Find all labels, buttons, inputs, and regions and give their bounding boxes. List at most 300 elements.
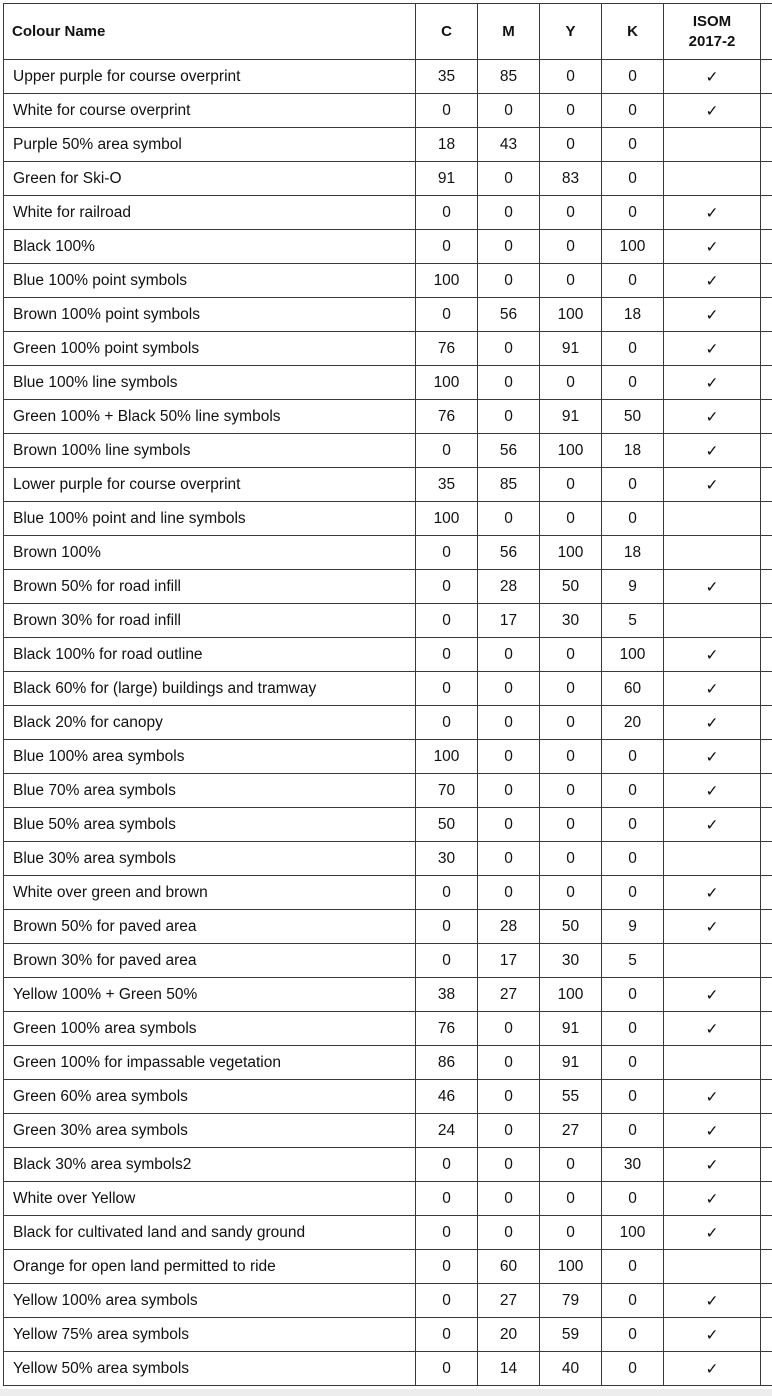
table-row xyxy=(4,808,772,842)
isom-cell xyxy=(664,230,761,264)
table-row xyxy=(4,196,772,230)
c-value-cell: 35 xyxy=(416,468,478,502)
y-value-cell: 91 xyxy=(540,1012,602,1046)
isom-cell xyxy=(664,1182,761,1216)
table-row xyxy=(4,60,772,94)
k-value-cell: 0 xyxy=(602,1318,664,1352)
k-value-cell: 0 xyxy=(602,468,664,502)
checkmark-icon: ✓ xyxy=(705,781,719,800)
c-value-cell: 0 xyxy=(416,604,478,638)
colour-name-cell: White for railroad xyxy=(4,196,416,230)
extra-cell xyxy=(761,536,772,570)
m-value-cell: 27 xyxy=(478,978,540,1012)
table-row xyxy=(4,94,772,128)
isom-cell xyxy=(664,570,761,604)
colour-name-cell: Brown 100% point symbols xyxy=(4,298,416,332)
colour-name-cell: Yellow 100% area symbols xyxy=(4,1284,416,1318)
m-value-cell: 0 xyxy=(478,808,540,842)
c-value-cell: 0 xyxy=(416,1148,478,1182)
checkmark-icon: ✓ xyxy=(705,645,719,664)
isom-cell xyxy=(664,468,761,502)
isom-cell xyxy=(664,1284,761,1318)
c-value-cell: 0 xyxy=(416,230,478,264)
colour-name-cell: Yellow 75% area symbols xyxy=(4,1318,416,1352)
colour-name-cell: Blue 100% point symbols xyxy=(4,264,416,298)
k-value-cell: 60 xyxy=(602,672,664,706)
extra-cell xyxy=(761,128,772,162)
table-row xyxy=(4,1012,772,1046)
colour-name-cell: Brown 100% line symbols xyxy=(4,434,416,468)
y-value-cell: 0 xyxy=(540,876,602,910)
c-value-cell: 100 xyxy=(416,740,478,774)
y-value-cell: 0 xyxy=(540,808,602,842)
m-value-cell: 60 xyxy=(478,1250,540,1284)
isom-cell xyxy=(664,536,761,570)
isom-cell xyxy=(664,298,761,332)
table-row xyxy=(4,672,772,706)
isom-cell xyxy=(664,264,761,298)
checkmark-icon: ✓ xyxy=(705,237,719,256)
c-value-cell: 91 xyxy=(416,162,478,196)
table-row xyxy=(4,944,772,978)
m-value-cell: 0 xyxy=(478,400,540,434)
c-value-cell: 76 xyxy=(416,400,478,434)
c-value-cell: 0 xyxy=(416,1284,478,1318)
m-value-cell: 27 xyxy=(478,1284,540,1318)
checkmark-icon: ✓ xyxy=(705,67,719,86)
y-value-cell: 100 xyxy=(540,434,602,468)
colour-name-cell: Lower purple for course overprint xyxy=(4,468,416,502)
c-value-cell: 0 xyxy=(416,570,478,604)
isom-cell xyxy=(664,842,761,876)
colour-table xyxy=(3,3,772,1386)
checkmark-icon: ✓ xyxy=(705,1325,719,1344)
colour-name-cell: Blue 100% point and line symbols xyxy=(4,502,416,536)
table-row xyxy=(4,400,772,434)
k-value-cell: 0 xyxy=(602,60,664,94)
c-value-cell: 0 xyxy=(416,944,478,978)
table-row xyxy=(4,1250,772,1284)
table-row xyxy=(4,706,772,740)
c-value-cell: 0 xyxy=(416,1250,478,1284)
k-value-cell: 0 xyxy=(602,1080,664,1114)
m-value-cell: 14 xyxy=(478,1352,540,1386)
m-value-cell: 0 xyxy=(478,94,540,128)
bottom-band xyxy=(0,1389,772,1396)
k-value-cell: 5 xyxy=(602,604,664,638)
k-value-cell: 0 xyxy=(602,502,664,536)
y-value-cell: 0 xyxy=(540,196,602,230)
c-value-cell: 0 xyxy=(416,1182,478,1216)
header-k: K xyxy=(602,4,664,60)
m-value-cell: 0 xyxy=(478,740,540,774)
colour-name-cell: Green 30% area symbols xyxy=(4,1114,416,1148)
m-value-cell: 0 xyxy=(478,1080,540,1114)
extra-cell xyxy=(761,978,772,1012)
extra-cell xyxy=(761,1216,772,1250)
extra-cell xyxy=(761,1284,772,1318)
m-value-cell: 17 xyxy=(478,604,540,638)
y-value-cell: 0 xyxy=(540,672,602,706)
k-value-cell: 0 xyxy=(602,128,664,162)
k-value-cell: 0 xyxy=(602,1114,664,1148)
y-value-cell: 0 xyxy=(540,638,602,672)
header-row xyxy=(4,4,772,60)
extra-cell xyxy=(761,502,772,536)
m-value-cell: 0 xyxy=(478,1114,540,1148)
isom-cell xyxy=(664,162,761,196)
extra-cell xyxy=(761,400,772,434)
checkmark-icon: ✓ xyxy=(705,679,719,698)
header-m: M xyxy=(478,4,540,60)
table-row xyxy=(4,332,772,366)
isom-cell xyxy=(664,366,761,400)
m-value-cell: 56 xyxy=(478,434,540,468)
table-row xyxy=(4,230,772,264)
colour-name-cell: Blue 50% area symbols xyxy=(4,808,416,842)
table-row xyxy=(4,264,772,298)
c-value-cell: 100 xyxy=(416,366,478,400)
header-isom-line1: ISOM xyxy=(692,12,732,30)
isom-cell xyxy=(664,434,761,468)
colour-name-cell: White over Yellow xyxy=(4,1182,416,1216)
checkmark-icon: ✓ xyxy=(705,815,719,834)
extra-cell xyxy=(761,332,772,366)
colour-name-cell: White for course overprint xyxy=(4,94,416,128)
isom-cell xyxy=(664,978,761,1012)
y-value-cell: 0 xyxy=(540,60,602,94)
k-value-cell: 0 xyxy=(602,1182,664,1216)
extra-cell xyxy=(761,230,772,264)
table-row xyxy=(4,502,772,536)
k-value-cell: 0 xyxy=(602,978,664,1012)
checkmark-icon: ✓ xyxy=(705,1019,719,1038)
header-c: C xyxy=(416,4,478,60)
c-value-cell: 0 xyxy=(416,298,478,332)
k-value-cell: 0 xyxy=(602,196,664,230)
table-row xyxy=(4,162,772,196)
header-colour-name: Colour Name xyxy=(4,4,416,60)
isom-cell xyxy=(664,672,761,706)
y-value-cell: 0 xyxy=(540,502,602,536)
y-value-cell: 100 xyxy=(540,1250,602,1284)
m-value-cell: 0 xyxy=(478,332,540,366)
isom-cell xyxy=(664,94,761,128)
colour-name-cell: Blue 70% area symbols xyxy=(4,774,416,808)
isom-cell xyxy=(664,604,761,638)
y-value-cell: 30 xyxy=(540,604,602,638)
k-value-cell: 0 xyxy=(602,1352,664,1386)
y-value-cell: 50 xyxy=(540,910,602,944)
checkmark-icon: ✓ xyxy=(705,305,719,324)
extra-cell xyxy=(761,808,772,842)
y-value-cell: 83 xyxy=(540,162,602,196)
m-value-cell: 0 xyxy=(478,230,540,264)
c-value-cell: 0 xyxy=(416,536,478,570)
checkmark-icon: ✓ xyxy=(705,339,719,358)
m-value-cell: 17 xyxy=(478,944,540,978)
isom-cell xyxy=(664,1352,761,1386)
y-value-cell: 91 xyxy=(540,1046,602,1080)
table-row xyxy=(4,298,772,332)
m-value-cell: 0 xyxy=(478,1216,540,1250)
k-value-cell: 0 xyxy=(602,808,664,842)
y-value-cell: 0 xyxy=(540,264,602,298)
isom-cell xyxy=(664,196,761,230)
colour-name-cell: Blue 100% area symbols xyxy=(4,740,416,774)
m-value-cell: 0 xyxy=(478,1148,540,1182)
c-value-cell: 38 xyxy=(416,978,478,1012)
m-value-cell: 0 xyxy=(478,842,540,876)
extra-cell xyxy=(761,468,772,502)
isom-cell xyxy=(664,808,761,842)
extra-cell xyxy=(761,162,772,196)
m-value-cell: 56 xyxy=(478,536,540,570)
table-row xyxy=(4,1148,772,1182)
table-row xyxy=(4,638,772,672)
table-body xyxy=(4,60,772,1386)
isom-cell xyxy=(664,1250,761,1284)
m-value-cell: 0 xyxy=(478,638,540,672)
y-value-cell: 100 xyxy=(540,536,602,570)
k-value-cell: 0 xyxy=(602,366,664,400)
y-value-cell: 0 xyxy=(540,94,602,128)
c-value-cell: 0 xyxy=(416,196,478,230)
isom-cell xyxy=(664,1080,761,1114)
checkmark-icon: ✓ xyxy=(705,747,719,766)
extra-cell xyxy=(761,1352,772,1386)
extra-cell xyxy=(761,1114,772,1148)
extra-cell xyxy=(761,60,772,94)
table-row xyxy=(4,978,772,1012)
m-value-cell: 0 xyxy=(478,1182,540,1216)
k-value-cell: 18 xyxy=(602,536,664,570)
k-value-cell: 0 xyxy=(602,162,664,196)
y-value-cell: 0 xyxy=(540,128,602,162)
isom-cell xyxy=(664,944,761,978)
isom-cell xyxy=(664,1148,761,1182)
y-value-cell: 91 xyxy=(540,332,602,366)
c-value-cell: 0 xyxy=(416,638,478,672)
header-isom-line2: 2017-2 xyxy=(688,32,736,50)
isom-cell xyxy=(664,910,761,944)
checkmark-icon: ✓ xyxy=(705,1359,719,1378)
m-value-cell: 20 xyxy=(478,1318,540,1352)
y-value-cell: 0 xyxy=(540,706,602,740)
checkmark-icon: ✓ xyxy=(705,101,719,120)
c-value-cell: 24 xyxy=(416,1114,478,1148)
y-value-cell: 0 xyxy=(540,842,602,876)
extra-cell xyxy=(761,842,772,876)
k-value-cell: 9 xyxy=(602,910,664,944)
table-row xyxy=(4,842,772,876)
colour-name-cell: Brown 30% for road infill xyxy=(4,604,416,638)
y-value-cell: 30 xyxy=(540,944,602,978)
extra-cell xyxy=(761,604,772,638)
colour-name-cell: Orange for open land permitted to ride xyxy=(4,1250,416,1284)
c-value-cell: 100 xyxy=(416,502,478,536)
checkmark-icon: ✓ xyxy=(705,1223,719,1242)
checkmark-icon: ✓ xyxy=(705,883,719,902)
isom-cell xyxy=(664,1012,761,1046)
isom-cell xyxy=(664,1046,761,1080)
k-value-cell: 5 xyxy=(602,944,664,978)
k-value-cell: 9 xyxy=(602,570,664,604)
table-row xyxy=(4,1318,772,1352)
isom-cell xyxy=(664,60,761,94)
checkmark-icon: ✓ xyxy=(705,407,719,426)
checkmark-icon: ✓ xyxy=(705,1155,719,1174)
colour-name-cell: White over green and brown xyxy=(4,876,416,910)
c-value-cell: 18 xyxy=(416,128,478,162)
table-row xyxy=(4,1114,772,1148)
k-value-cell: 0 xyxy=(602,876,664,910)
extra-cell xyxy=(761,774,772,808)
extra-cell xyxy=(761,638,772,672)
y-value-cell: 0 xyxy=(540,740,602,774)
extra-cell xyxy=(761,298,772,332)
colour-name-cell: Brown 30% for paved area xyxy=(4,944,416,978)
c-value-cell: 0 xyxy=(416,910,478,944)
m-value-cell: 0 xyxy=(478,774,540,808)
table-row xyxy=(4,1352,772,1386)
k-value-cell: 0 xyxy=(602,264,664,298)
y-value-cell: 0 xyxy=(540,366,602,400)
c-value-cell: 100 xyxy=(416,264,478,298)
y-value-cell: 40 xyxy=(540,1352,602,1386)
extra-cell xyxy=(761,94,772,128)
c-value-cell: 30 xyxy=(416,842,478,876)
table-row xyxy=(4,1216,772,1250)
extra-cell xyxy=(761,366,772,400)
c-value-cell: 0 xyxy=(416,1352,478,1386)
colour-name-cell: Black 100% xyxy=(4,230,416,264)
k-value-cell: 0 xyxy=(602,94,664,128)
k-value-cell: 0 xyxy=(602,842,664,876)
colour-name-cell: Purple 50% area symbol xyxy=(4,128,416,162)
k-value-cell: 0 xyxy=(602,1046,664,1080)
c-value-cell: 0 xyxy=(416,672,478,706)
table-row xyxy=(4,536,772,570)
k-value-cell: 100 xyxy=(602,230,664,264)
isom-cell xyxy=(664,128,761,162)
k-value-cell: 0 xyxy=(602,332,664,366)
k-value-cell: 100 xyxy=(602,1216,664,1250)
table-row xyxy=(4,468,772,502)
m-value-cell: 85 xyxy=(478,468,540,502)
y-value-cell: 0 xyxy=(540,774,602,808)
header-isom xyxy=(664,4,761,60)
checkmark-icon: ✓ xyxy=(705,1291,719,1310)
y-value-cell: 91 xyxy=(540,400,602,434)
k-value-cell: 0 xyxy=(602,740,664,774)
k-value-cell: 18 xyxy=(602,298,664,332)
colour-name-cell: Upper purple for course overprint xyxy=(4,60,416,94)
k-value-cell: 0 xyxy=(602,774,664,808)
m-value-cell: 43 xyxy=(478,128,540,162)
c-value-cell: 50 xyxy=(416,808,478,842)
c-value-cell: 76 xyxy=(416,332,478,366)
table-row xyxy=(4,1182,772,1216)
m-value-cell: 0 xyxy=(478,502,540,536)
k-value-cell: 20 xyxy=(602,706,664,740)
isom-cell xyxy=(664,400,761,434)
c-value-cell: 46 xyxy=(416,1080,478,1114)
header-extra-column xyxy=(761,4,772,60)
isom-cell xyxy=(664,706,761,740)
colour-name-cell: Green 100% + Black 50% line symbols xyxy=(4,400,416,434)
m-value-cell: 28 xyxy=(478,910,540,944)
extra-cell xyxy=(761,1046,772,1080)
y-value-cell: 0 xyxy=(540,1216,602,1250)
colour-name-cell: Yellow 50% area symbols xyxy=(4,1352,416,1386)
c-value-cell: 70 xyxy=(416,774,478,808)
checkmark-icon: ✓ xyxy=(705,373,719,392)
checkmark-icon: ✓ xyxy=(705,985,719,1004)
y-value-cell: 27 xyxy=(540,1114,602,1148)
extra-cell xyxy=(761,944,772,978)
colour-name-cell: Blue 100% line symbols xyxy=(4,366,416,400)
m-value-cell: 0 xyxy=(478,706,540,740)
y-value-cell: 0 xyxy=(540,1148,602,1182)
colour-name-cell: Brown 50% for road infill xyxy=(4,570,416,604)
colour-name-cell: Brown 50% for paved area xyxy=(4,910,416,944)
c-value-cell: 0 xyxy=(416,876,478,910)
checkmark-icon: ✓ xyxy=(705,577,719,596)
table-row xyxy=(4,1080,772,1114)
extra-cell xyxy=(761,570,772,604)
colour-name-cell: Green 100% for impassable vegetation xyxy=(4,1046,416,1080)
isom-cell xyxy=(664,1114,761,1148)
colour-name-cell: Black 60% for (large) buildings and tramway xyxy=(4,672,416,706)
table-row xyxy=(4,774,772,808)
table-row xyxy=(4,910,772,944)
extra-cell xyxy=(761,196,772,230)
m-value-cell: 85 xyxy=(478,60,540,94)
checkmark-icon: ✓ xyxy=(705,203,719,222)
header-y: Y xyxy=(540,4,602,60)
extra-cell xyxy=(761,1250,772,1284)
colour-name-cell: Green 100% point symbols xyxy=(4,332,416,366)
c-value-cell: 86 xyxy=(416,1046,478,1080)
m-value-cell: 0 xyxy=(478,672,540,706)
m-value-cell: 0 xyxy=(478,876,540,910)
checkmark-icon: ✓ xyxy=(705,475,719,494)
isom-cell xyxy=(664,740,761,774)
colour-name-cell: Blue 30% area symbols xyxy=(4,842,416,876)
c-value-cell: 0 xyxy=(416,706,478,740)
m-value-cell: 0 xyxy=(478,264,540,298)
table-row xyxy=(4,570,772,604)
table-row xyxy=(4,1284,772,1318)
k-value-cell: 18 xyxy=(602,434,664,468)
checkmark-icon: ✓ xyxy=(705,917,719,936)
m-value-cell: 0 xyxy=(478,1012,540,1046)
y-value-cell: 50 xyxy=(540,570,602,604)
extra-cell xyxy=(761,434,772,468)
k-value-cell: 0 xyxy=(602,1250,664,1284)
y-value-cell: 100 xyxy=(540,298,602,332)
isom-cell xyxy=(664,1216,761,1250)
m-value-cell: 0 xyxy=(478,1046,540,1080)
isom-cell xyxy=(664,774,761,808)
checkmark-icon: ✓ xyxy=(705,1087,719,1106)
isom-cell xyxy=(664,1318,761,1352)
table-row xyxy=(4,876,772,910)
checkmark-icon: ✓ xyxy=(705,1121,719,1140)
c-value-cell: 0 xyxy=(416,434,478,468)
colour-name-cell: Brown 100% xyxy=(4,536,416,570)
